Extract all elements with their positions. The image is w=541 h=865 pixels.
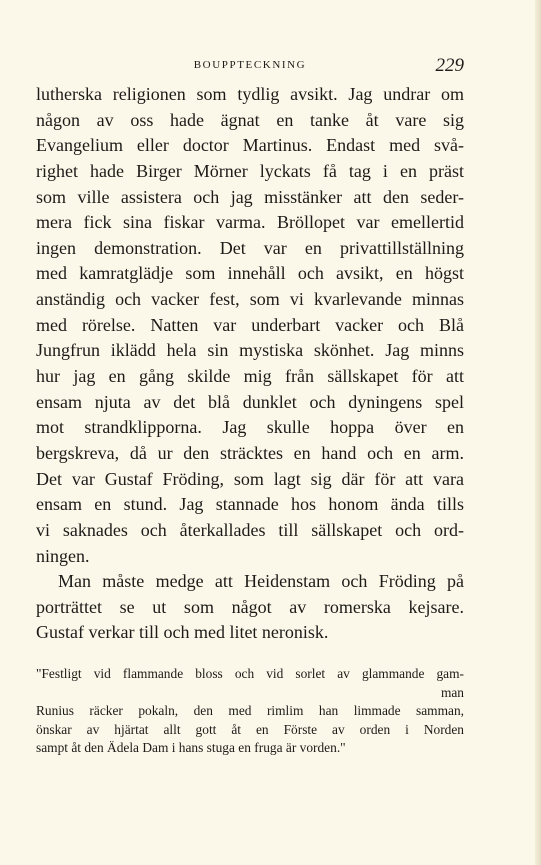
footnote-line: önskar av hjärtat allt gott åt en Förste av orden i Norden bbox=[36, 721, 464, 737]
text-line: mot strandklipporna. Jag skulle hoppa över en bbox=[36, 417, 464, 438]
footnote-line: "Festligt vid flammande bloss och vid sorlet av glammande gam- bbox=[36, 666, 464, 681]
text-line: hur jag en gång skilde mig från sällskapet för att bbox=[36, 366, 464, 387]
text-line: någon av oss hade ägnat en tanke åt vare sig bbox=[36, 109, 464, 130]
text-line: porträttet se ut som något av romerska kejsare. bbox=[36, 596, 464, 617]
text-line: bergskreva, då ur den sträcktes en hand och en arm. bbox=[36, 442, 464, 463]
footnote-line: sampt åt den Ädela Dam i hans stuga en fruga är vorden." bbox=[36, 740, 346, 755]
text-line: ensam en stund. Jag stannade hos honom ända tills bbox=[36, 494, 464, 515]
text-line: Jungfrun iklädd hela sin mystiska skönhet. Jag minns bbox=[36, 340, 464, 361]
text-line: righet hade Birger Mörner lyckats få tag i en präst bbox=[36, 160, 464, 181]
page-number: 229 bbox=[435, 55, 464, 76]
text-line: anständig och vacker fest, som vi kvarlevande minnas bbox=[36, 289, 464, 310]
text-line: ensam njuta av det blå dunklet och dyningens spel bbox=[36, 391, 464, 412]
page-header bbox=[36, 57, 464, 77]
text-line: vi saknades och återkallades till sällskapet och ord- bbox=[36, 519, 464, 540]
text-line: som ville assistera och jag misstänker att den seder- bbox=[36, 186, 464, 207]
footnote-line: man bbox=[440, 684, 464, 700]
page-edge-shadow bbox=[535, 0, 541, 865]
text-line: Man måste medge att Heidenstam och Fröding på bbox=[58, 571, 464, 592]
footnote-line: Runius räcker pokaln, den med rimlim han limmade samman, bbox=[36, 703, 464, 718]
text-line: med rörelse. Natten var underbart vacker och Blå bbox=[36, 314, 464, 335]
text-line: lutherska religionen som tydlig avsikt. Jag undrar om bbox=[36, 84, 464, 104]
text-line: ingen demonstration. Det var en privattillställning bbox=[36, 237, 464, 258]
body-text bbox=[36, 82, 464, 646]
text-line: mera fick sina fiskar varma. Bröllopet var emellertid bbox=[36, 212, 464, 233]
text-line: med kamratglädje som innehåll och avsikt, en högst bbox=[36, 263, 464, 284]
running-head: BOUPPTECKNING bbox=[193, 59, 307, 71]
text-line: ningen. bbox=[36, 545, 90, 566]
text-line: Gustaf verkar till och med litet neronisk. bbox=[36, 622, 329, 643]
text-line: Evangelium eller doctor Martinus. Endast med svå- bbox=[36, 135, 464, 156]
verse-footnote bbox=[36, 665, 464, 758]
text-line: Det var Gustaf Fröding, som lagt sig där för att vara bbox=[36, 468, 464, 489]
